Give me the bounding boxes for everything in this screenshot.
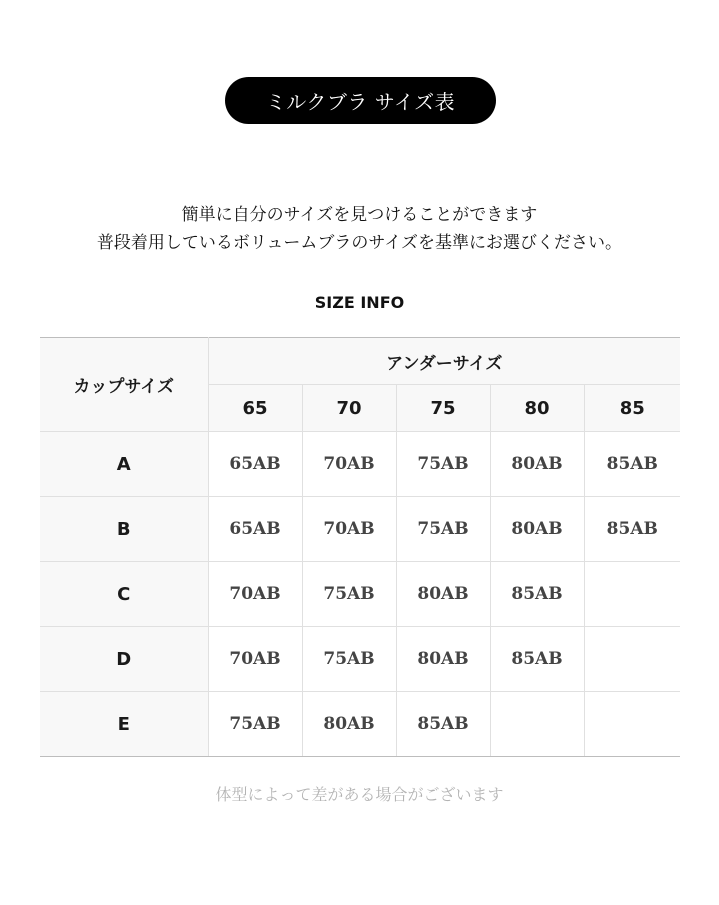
size-value-cell: 75AB — [302, 562, 396, 627]
size-value-cell: 85AB — [490, 562, 584, 627]
page-title — [225, 77, 496, 124]
size-value-cell: 75AB — [396, 432, 490, 497]
size-value-cell: 80AB — [302, 692, 396, 757]
page-title-text: ミルクブラ サイズ表 — [265, 90, 456, 114]
under-size-col: 75 — [396, 385, 490, 432]
size-value-cell: 80AB — [490, 497, 584, 562]
size-value-cell: 75AB — [208, 692, 302, 757]
cup-size-cell: E — [40, 692, 208, 757]
size-value-cell: 85AB — [396, 692, 490, 757]
size-value-cell: 70AB — [302, 432, 396, 497]
size-value-cell — [584, 562, 680, 627]
under-size-col: 65 — [208, 385, 302, 432]
under-size-col: 70 — [302, 385, 396, 432]
size-value-cell — [490, 692, 584, 757]
size-value-cell: 80AB — [490, 432, 584, 497]
size-value-cell — [584, 627, 680, 692]
intro-line-1: 簡単に自分のサイズを見つけることができます — [181, 205, 538, 225]
fit-note: 体型によって差がある場合がございます — [215, 785, 504, 804]
table-row — [40, 692, 680, 757]
section-label: SIZE INFO — [314, 293, 405, 312]
intro-line-2: 普段着用しているボリュームブラのサイズを基準にお選びください。 — [96, 233, 623, 253]
size-value-cell: 65AB — [208, 432, 302, 497]
cup-size-cell: D — [40, 627, 208, 692]
size-value-cell: 75AB — [396, 497, 490, 562]
table-row — [40, 562, 680, 627]
table-row — [40, 497, 680, 562]
cup-size-cell: A — [40, 432, 208, 497]
cup-size-cell: C — [40, 562, 208, 627]
under-size-col: 85 — [584, 385, 680, 432]
under-size-col: 80 — [490, 385, 584, 432]
size-value-cell: 80AB — [396, 562, 490, 627]
size-table — [40, 337, 680, 757]
table-row — [40, 432, 680, 497]
size-value-cell: 85AB — [584, 432, 680, 497]
size-value-cell: 65AB — [208, 497, 302, 562]
size-value-cell: 85AB — [584, 497, 680, 562]
cup-size-header: カップサイズ — [40, 338, 208, 432]
size-value-cell: 85AB — [490, 627, 584, 692]
size-value-cell: 75AB — [302, 627, 396, 692]
size-value-cell: 70AB — [302, 497, 396, 562]
table-row — [40, 627, 680, 692]
size-value-cell — [584, 692, 680, 757]
cup-size-cell: B — [40, 497, 208, 562]
size-value-cell: 70AB — [208, 562, 302, 627]
size-value-cell: 70AB — [208, 627, 302, 692]
under-size-header: アンダーサイズ — [208, 338, 680, 385]
size-value-cell: 80AB — [396, 627, 490, 692]
